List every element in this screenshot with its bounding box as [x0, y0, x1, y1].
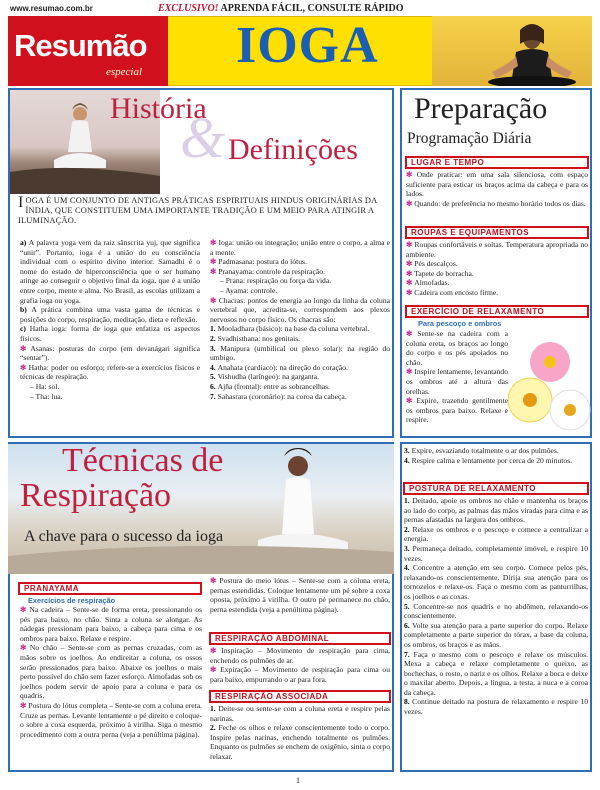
- item-text: Inspire lentamente, levantando os ombros até a altura das orelhas.: [406, 367, 508, 396]
- item-marker: ✻: [210, 646, 222, 655]
- item-text: – Ha: sol.: [30, 381, 60, 391]
- definition-item: [20, 238, 200, 305]
- logo-title: Resumão: [14, 28, 147, 63]
- item-text: Mooladhara (básico): na base da coluna vertebral.: [217, 324, 370, 334]
- list-item: [210, 665, 390, 684]
- pranayama-heading: PRANAYAMA: [18, 582, 202, 595]
- list-item: [404, 621, 588, 650]
- item-marker: ✻: [20, 343, 31, 353]
- item-marker: 4.: [404, 563, 413, 573]
- item-text: Asanas: posturas do corpo (em devanágari significa “sentar”).: [20, 343, 201, 363]
- associada-list: [210, 704, 390, 762]
- postura-heading: POSTURA DE RELAXAMENTO: [403, 482, 589, 495]
- respiracao-title: Respiração: [20, 477, 172, 514]
- item-marker: 1.: [404, 496, 413, 505]
- definition-item: [20, 363, 200, 382]
- list-item: [406, 240, 588, 259]
- exercicio-subheading: Para pescoço e ombros: [418, 319, 502, 328]
- item-marker: a): [20, 238, 29, 247]
- logo-subtitle: especial: [106, 66, 143, 78]
- item-marker: ✻: [406, 329, 418, 338]
- item-text: Quando: de preferência no mesmo horário todos os dias.: [414, 198, 586, 208]
- item-text: Inspiração – Movimento de respiração para cima, enchendo os pulmões de ar.: [210, 646, 390, 665]
- pranayama-list: [20, 605, 202, 739]
- item-marker: 2.: [404, 524, 413, 534]
- item-marker: 4.: [210, 362, 218, 372]
- item-text: Onde praticar: em uma sala silenciosa, com espaço suficiente para esticar os braços acima da cabeça e para os lados.: [406, 170, 588, 199]
- item-marker: ✻: [210, 238, 219, 247]
- item-text: Manipura (umbilical ou plexo solar): na região do umbigo.: [210, 343, 391, 363]
- item-marker: 6.: [404, 620, 413, 630]
- item-text: Deitado, apoie os ombros no chão e mantenha os braços ao lado do corpo, as palmas das mãos viradas para cima e as pernas afastadas na largura dos ombros.: [404, 496, 589, 525]
- item-marker: ✻: [210, 257, 219, 267]
- postura-list: [404, 496, 588, 717]
- item-marker: 3.: [210, 343, 221, 353]
- item-text: Anahata (cardíaco): na direção do coração.: [217, 362, 348, 372]
- website-url: www.resumao.com.br: [10, 4, 93, 13]
- postura-pre-list: [404, 446, 588, 465]
- list-item: [406, 170, 588, 199]
- list-item: [404, 446, 588, 456]
- meio-lotus-list: [210, 576, 390, 614]
- item-text: Hatha ioga: forma de ioga que enfatiza os aspectos físicos.: [20, 324, 200, 343]
- item-text: Ajña (frontal): entre as sobrancelhas.: [217, 381, 330, 391]
- exercicio-heading: EXERCÍCIO DE RELAXAMENTO: [405, 305, 589, 318]
- list-item: [406, 288, 588, 298]
- item-text: Almofadas.: [414, 278, 450, 288]
- item-marker: 2.: [210, 333, 218, 343]
- list-item: [406, 329, 508, 367]
- item-text: Vishudha (laríngeo): na garganta.: [217, 372, 320, 382]
- roupas-heading: ROUPAS E EQUIPAMENTOS: [405, 226, 589, 239]
- item-text: Deite-se ou sente-se com a coluna ereta e respire pelas narinas.: [210, 704, 391, 723]
- item-text: Pranayama: controle da respiração.: [218, 266, 325, 276]
- item-text: Sente-se na cadeira com a coluna ereta, os braços ao longo do corpo e os pés apoiados no chão.: [406, 329, 508, 367]
- item-marker: 7.: [404, 649, 414, 659]
- item-text: Concentre-se nos quadris e no abdômen, relaxando-os conscientemente.: [404, 601, 588, 621]
- item-marker: 7.: [210, 391, 218, 401]
- item-text: Faça o mesmo com o pescoço e relaxe os músculos. Mexa a cabeça e relaxe completamente o queixo, as bochechas, o rosto, o nariz e os olhos. Relaxe a boca e deixe o maxilar aberto. Depois, a língua, a testa, a nuca e a coroa da cabeça.: [404, 649, 588, 697]
- definicoes-title: Definições: [228, 133, 358, 166]
- item-text: Ioga: união ou integração; união entre o corpo, a alma e a mente.: [210, 238, 390, 257]
- item-marker: 1.: [210, 704, 219, 713]
- definition-item: [20, 392, 200, 402]
- list-item: [210, 576, 390, 614]
- exclusive-label: EXCLUSIVO!: [158, 3, 219, 14]
- historia-title: História: [110, 92, 207, 125]
- item-marker: 3.: [404, 543, 413, 553]
- item-text: Na cadeira – Sente-se de forma ereta, pressionando os pés para baixo, no chão. Sinta a coluna se alongar. As nádegas pressionam para baixo, a cabeça para cima e os ombros para baixo. Relaxe e respire.: [20, 605, 202, 643]
- item-text: Tapete de borracha.: [414, 268, 474, 278]
- item-marker: c): [20, 324, 30, 334]
- abdominal-heading: RESPIRAÇÃO ABDOMINAL: [209, 632, 391, 645]
- item-text: A prática combina uma vasta gama de técnicas e posições do corpo, respiração, meditação, dieta e reflexão.: [20, 305, 200, 324]
- item-marker: ✻: [406, 396, 417, 406]
- list-item: [404, 602, 588, 621]
- item-text: – Tha: lua.: [30, 391, 63, 401]
- item-text: – Ayama: controle.: [220, 285, 278, 295]
- slogan: [158, 3, 404, 14]
- definition-item: [210, 372, 390, 382]
- item-text: Expire, trazendo gentilmente os ombros para baixo. Relaxe e respire.: [406, 396, 508, 425]
- main-title: IOGA: [236, 17, 379, 74]
- roupas-list: [406, 240, 588, 298]
- item-marker: ✻: [210, 665, 221, 675]
- historia-left-column: [20, 238, 200, 401]
- definition-item: [210, 276, 390, 286]
- list-item: [20, 701, 202, 739]
- lugar-list: [406, 170, 588, 208]
- intro-text: OGA É UM CONJUNTO DE ANTIGAS PRÁTICAS ESPIRITUAIS HINDUS ORIGINÁRIAS DA ÍNDIA, QUE CONSTITUEM UMA IMPORTANTE TRADIÇÃO E UM MEIO PARA ATINGIR A ILUMINAÇÃO.: [18, 196, 377, 225]
- item-text: Padmasana: postura do lótus.: [218, 257, 307, 267]
- item-text: Hatha: poder ou esforço; refere-se a exercícios físicos e técnicas de respiração.: [20, 362, 200, 382]
- list-item: [404, 650, 588, 698]
- list-item: [406, 396, 508, 425]
- item-text: Postura do meio lótus – Sente-se com a coluna ereta, pernas estendidas. Coloque lentamente um pé sobre a coxa oposta, próximo à virilha. O outro pé permanece no chão, perna estendida (veja a penúltima página).: [210, 576, 390, 614]
- item-marker: b): [20, 305, 32, 315]
- list-item: [406, 259, 588, 269]
- definition-item: [210, 382, 390, 392]
- item-text: Chacras: pontos de energia ao longo da linha da coluna vertebral que, acredita-se, correspondem aos plexos nervosos no corpo físico. Os chacras são:: [210, 295, 390, 324]
- abdominal-list: [210, 646, 390, 684]
- item-marker: ✻: [20, 605, 30, 614]
- item-marker: ✻: [406, 170, 417, 179]
- item-text: A palavra yoga vem da raiz sânscrita yuj, que significa “unir”. Portanto, ioga é a união do eu consciência individual com o espírito divino interior. Samadhi é o nome do estado de hiperconsciência que o ser humano atinge ao conseguir o objetivo final da ioga, que é a união entre corpo, mente e alma. No Brasil, as escolas utilizam a grafia ioga ou yoga.: [20, 238, 200, 305]
- list-item: [404, 544, 588, 563]
- page-number: 1: [296, 776, 300, 785]
- item-marker: 6.: [210, 381, 218, 391]
- item-text: Postura do lótus completa – Sente-se com a coluna ereta. Cruze as pernas. Levante lentamente o pé direito e coloque-o sobre a coxa esquerda, próximo à virilha. Siga o mesmo procedimento com a outra perna (veja a penúltima página).: [20, 700, 202, 739]
- item-marker: ✻: [406, 287, 415, 297]
- item-text: Svadhisthana: nos genitais.: [217, 333, 301, 343]
- item-text: Sahasrara (coronário): na coroa da cabeça.: [217, 391, 347, 401]
- definition-item: [210, 296, 390, 325]
- item-text: Respire calma e lentamente por cerca de 20 minutos.: [411, 455, 573, 465]
- definition-item: [20, 382, 200, 392]
- list-item: [406, 278, 588, 288]
- item-marker: ✻: [20, 700, 29, 710]
- list-item: [404, 697, 588, 716]
- list-item: [404, 525, 588, 544]
- tecnicas-tagline: A chave para o sucesso da ioga: [24, 528, 224, 545]
- item-marker: ✻: [406, 240, 415, 249]
- item-marker: 4.: [404, 455, 412, 465]
- item-marker: ✻: [406, 268, 415, 278]
- item-text: Permaneça deitado, completamente imóvel, e respire 10 vezes.: [404, 543, 588, 563]
- definition-item: [210, 238, 390, 257]
- definition-item: [210, 257, 390, 267]
- item-text: Roupas confortáveis e soltas. Temperatura apropriada no ambiente.: [406, 240, 589, 259]
- item-text: Relaxe os ombros e o pescoço e comece a centralizar a energia.: [404, 524, 589, 544]
- list-item: [404, 496, 588, 525]
- item-text: Concentre a atenção em seu corpo. Comece pelos pés, relaxando-os conscientemente. Dirija sua atenção para os tornozelos e relaxe-os. Faça o mesmo com as panturrilhas, os joelhos e as coxas.: [404, 563, 588, 601]
- item-text: Pés descalços.: [414, 259, 458, 269]
- item-marker: ✻: [210, 266, 219, 276]
- item-marker: ✻: [20, 643, 30, 653]
- definition-item: [210, 267, 390, 277]
- definition-item: [210, 286, 390, 296]
- historia-intro: [18, 196, 378, 226]
- definition-item: [20, 305, 200, 324]
- top-line: [8, 2, 592, 16]
- item-text: Expiração – Movimento de respiração para cima ou para baixo, empurrando o ar para fora.: [210, 665, 390, 684]
- definition-item: [210, 344, 390, 363]
- list-item: [210, 723, 390, 761]
- list-item: [406, 269, 588, 279]
- item-text: Volte sua atenção para a parte superior do corpo. Relaxe completamente a parte superior do tórax, a base da coluna, os ombros, os braços e as mãos.: [404, 620, 588, 649]
- item-text: Cadeira com encosto firme.: [414, 287, 499, 297]
- list-item: [404, 563, 588, 601]
- pranayama-subheading: Exercícios de respiração: [28, 596, 116, 605]
- definition-item: [210, 392, 390, 402]
- definition-item: [210, 324, 390, 334]
- header-photo: [432, 16, 592, 86]
- definition-item: [210, 334, 390, 344]
- list-item: [404, 456, 588, 466]
- daisy-flowers-illustration: [508, 340, 594, 436]
- exercicio-list: [406, 329, 508, 425]
- item-marker: 5.: [404, 601, 414, 611]
- item-marker: ✻: [210, 295, 219, 305]
- item-text: Expire, esvaziando totalmente o ar dos pulmões.: [411, 446, 559, 455]
- item-text: No chão – Sente-se com as pernas cruzadas, com as mãos sobre os joelhos. Ao endireitar a coluna, os ossos serão pressionados para baixo. Abaixe os joelhos o mais perto possível do chão sem fazer esforço. Almofadas sob os joelhos podem servir de apoio para a coluna e para os quadris.: [20, 643, 202, 701]
- list-item: [20, 643, 202, 701]
- tecnicas-title: Técnicas de: [62, 442, 224, 479]
- item-marker: ✻: [406, 198, 415, 208]
- list-item: [210, 704, 390, 723]
- definition-item: [210, 363, 390, 373]
- preparacao-subtitle: Programação Diária: [407, 130, 532, 147]
- item-marker: 8.: [404, 697, 413, 707]
- lugar-heading: LUGAR E TEMPO: [405, 156, 589, 169]
- item-marker: 2.: [210, 723, 219, 733]
- item-text: Feche os olhos e relaxe conscientemente todo o corpo. Inspire pelas narinas, enchendo totalmente os pulmões. Enquanto os pulmões se enchem de oxigênio, sinta o corpo relaxar.: [210, 723, 391, 761]
- historia-right-column: [210, 238, 390, 401]
- definition-item: [20, 324, 200, 343]
- item-marker: 1.: [210, 324, 218, 334]
- slogan-text: APRENDA FÁCIL, CONSULTE RÁPIDO: [218, 3, 404, 14]
- associada-heading: RESPIRAÇÃO ASSOCIADA: [209, 690, 391, 703]
- preparacao-title: Preparação: [414, 92, 548, 125]
- yoga-woman-illustration: [432, 16, 592, 86]
- resumao-logo: [8, 16, 168, 86]
- list-item: [210, 646, 390, 665]
- list-item: [20, 605, 202, 643]
- item-marker: ✻: [406, 278, 415, 288]
- ampersand-decoration: &: [180, 105, 226, 170]
- item-text: Continue deitado na postura de relaxamento e respire 10 vezes.: [404, 697, 588, 717]
- item-marker: 5.: [210, 372, 218, 382]
- item-marker: ✻: [406, 259, 415, 269]
- item-marker: ✻: [20, 362, 29, 372]
- drop-cap: I: [18, 194, 24, 211]
- definition-item: [20, 344, 200, 363]
- item-marker: ✻: [210, 576, 220, 585]
- item-marker: 3.: [404, 446, 412, 455]
- item-text: – Prana: respiração ou força da vida.: [220, 276, 332, 286]
- item-marker: ✻: [406, 367, 415, 377]
- list-item: [406, 199, 588, 209]
- list-item: [406, 367, 508, 396]
